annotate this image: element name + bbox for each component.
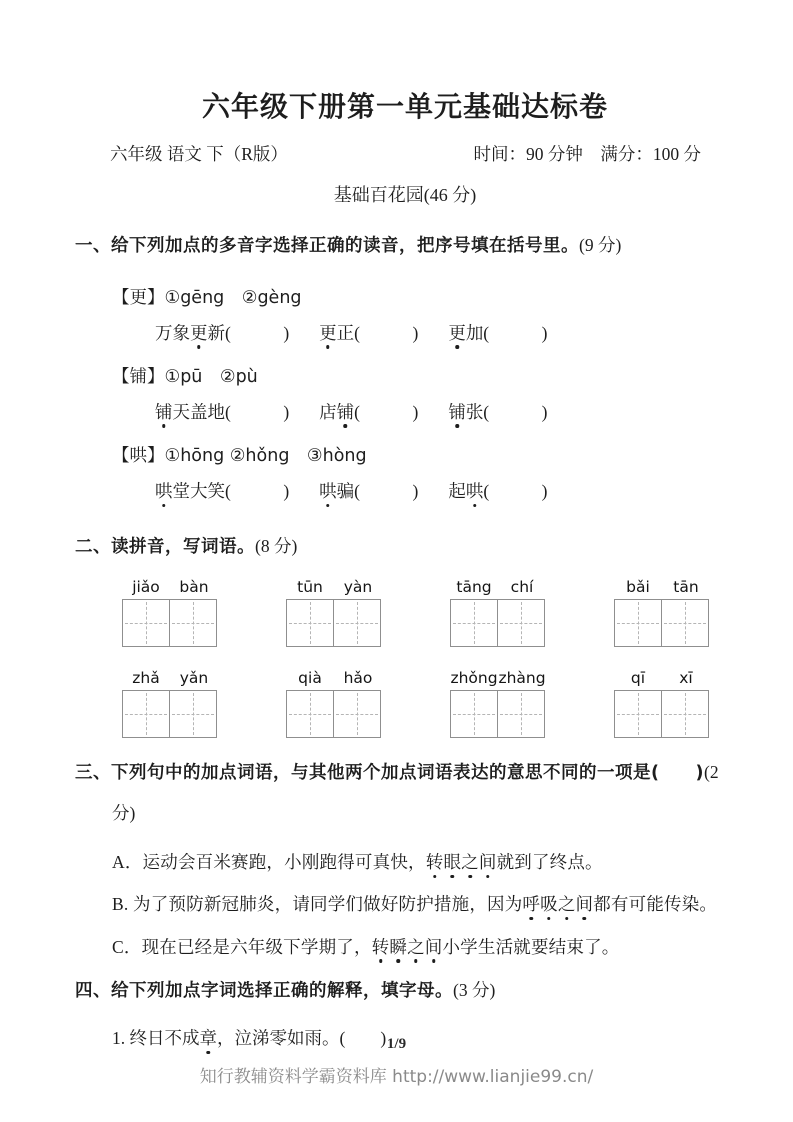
answer-cell — [497, 599, 545, 647]
time-score-label: 时间：90 分钟 满分：100 分 — [473, 144, 701, 165]
question-3-score: (2 分) — [112, 761, 719, 823]
question-1-heading — [75, 225, 735, 266]
answer-cell — [122, 599, 170, 647]
page-number: 1/9 — [386, 1036, 407, 1052]
answer-item: 更加( ) — [448, 322, 548, 343]
answer-item: 铺天盖地( ) — [155, 401, 290, 422]
pinyin-syllable: yàn — [343, 577, 373, 596]
pinyin-syllable: hǎo — [343, 668, 373, 687]
answer-grid — [286, 599, 381, 647]
pinyin-syllable: xī — [679, 668, 693, 687]
pinyin-syllable: zhàng — [498, 668, 546, 687]
question-4-heading — [75, 970, 735, 1011]
pinyin-syllable: jiǎo — [132, 577, 160, 596]
answer-item: 起哄( ) — [448, 481, 548, 502]
pinyin-syllable: yǎn — [179, 668, 209, 687]
question-3-heading — [75, 752, 735, 834]
question-1-score: (9 分) — [579, 235, 622, 256]
answer-item: 更正( ) — [319, 322, 419, 343]
answer-item: 店铺( ) — [319, 401, 419, 422]
answer-item: 万象更新( ) — [155, 322, 290, 343]
answer-cell — [286, 599, 334, 647]
question-1-heading-text: 一、给下列加点的多音字选择正确的读音，把序号填在括号里。 — [75, 236, 579, 257]
question-3 — [75, 752, 735, 960]
answer-item: 哄骗( ) — [319, 481, 419, 502]
polyphone-pu-label: 【铺】①pū ②pù — [112, 366, 258, 387]
answer-grid — [614, 599, 709, 647]
answer-cell — [661, 690, 709, 738]
polyphone-geng-items — [155, 320, 735, 346]
answer-cell — [450, 599, 498, 647]
pinyin-word-zhongzhang — [450, 669, 546, 738]
question-4-heading-text: 四、给下列加点字词选择正确的解释，填字母。 — [75, 980, 453, 1001]
polyphone-geng-label: 【更】①gēng ②gèng — [112, 287, 302, 308]
answer-grid — [614, 690, 709, 738]
polyphone-hong-label: 【哄】①hōng ②hǒng ③hòng — [112, 446, 367, 467]
section-banner: 基础百花园(46 分) — [333, 185, 477, 206]
pinyin-grid-row-1 — [122, 578, 710, 647]
answer-cell — [169, 690, 217, 738]
pinyin-word-zhayan — [122, 669, 218, 738]
pinyin-word-baitan — [614, 578, 710, 647]
question-2-heading — [75, 526, 735, 567]
pinyin-word-tangchi — [450, 578, 546, 647]
pinyin-syllable: chí — [510, 577, 534, 596]
answer-cell — [333, 599, 381, 647]
pinyin-syllable: bǎi — [626, 577, 650, 596]
pinyin-syllable: tūn — [297, 577, 323, 596]
answer-grid — [450, 599, 545, 647]
answer-cell — [661, 599, 709, 647]
meta-row — [75, 141, 735, 166]
pinyin-syllable: zhǎ — [132, 668, 160, 687]
answer-item: 铺张( ) — [448, 401, 548, 422]
pinyin-grid-row-2 — [122, 669, 710, 738]
question-2-score: (8 分) — [255, 536, 298, 557]
question-2-heading-text: 二、读拼音，写词语。 — [75, 537, 255, 558]
answer-grid — [450, 690, 545, 738]
question-1 — [75, 225, 735, 504]
answer-cell — [122, 690, 170, 738]
answer-cell — [497, 690, 545, 738]
option-c: C．现在已经是六年级下学期了，转瞬之间小学生活就要结束了。 — [112, 936, 620, 957]
pinyin-word-jiaoban — [122, 578, 218, 647]
pinyin-syllable: qī — [630, 668, 646, 687]
pinyin-word-qiahao — [286, 669, 382, 738]
question-4-score: (3 分) — [453, 979, 496, 1000]
question-2 — [75, 526, 735, 737]
option-a: A．运动会百米赛跑，小刚跑得可真快，转眼之间就到了终点。 — [112, 852, 603, 873]
answer-cell — [286, 690, 334, 738]
pinyin-syllable: tān — [673, 577, 699, 596]
pinyin-syllable: bàn — [179, 577, 209, 596]
page-title: 六年级下册第一单元基础达标卷 — [201, 92, 608, 123]
pinyin-syllable: tāng — [456, 577, 492, 596]
polyphone-hong-items — [155, 478, 735, 504]
answer-grid — [122, 690, 217, 738]
answer-item: 哄堂大笑( ) — [155, 481, 290, 502]
answer-cell — [614, 690, 662, 738]
pinyin-syllable: zhǒng — [450, 668, 498, 687]
footer-site-link[interactable]: 知行教辅资料学霸资料库 http://www.lianjie99.cn/ — [199, 1067, 594, 1087]
pinyin-word-tunyan — [286, 578, 382, 647]
answer-grid — [286, 690, 381, 738]
question-3-heading-text: 三、下列句中的加点词语，与其他两个加点词语表达的意思不同的一项是( ) — [75, 762, 704, 783]
polyphone-pu-items — [155, 399, 735, 425]
pinyin-word-qixi — [614, 669, 710, 738]
question-4-item-1: 1. 终日不成章，泣涕零如雨。( ) — [112, 1028, 387, 1049]
pinyin-syllable: qià — [298, 668, 322, 687]
answer-cell — [333, 690, 381, 738]
option-b: B. 为了预防新冠肺炎，请同学们做好防护措施，因为呼吸之间都有可能传染。 — [112, 894, 718, 915]
answer-cell — [614, 599, 662, 647]
answer-cell — [450, 690, 498, 738]
grade-subject-label: 六年级 语文 下（R版） — [110, 144, 288, 165]
answer-grid — [122, 599, 217, 647]
answer-cell — [169, 599, 217, 647]
